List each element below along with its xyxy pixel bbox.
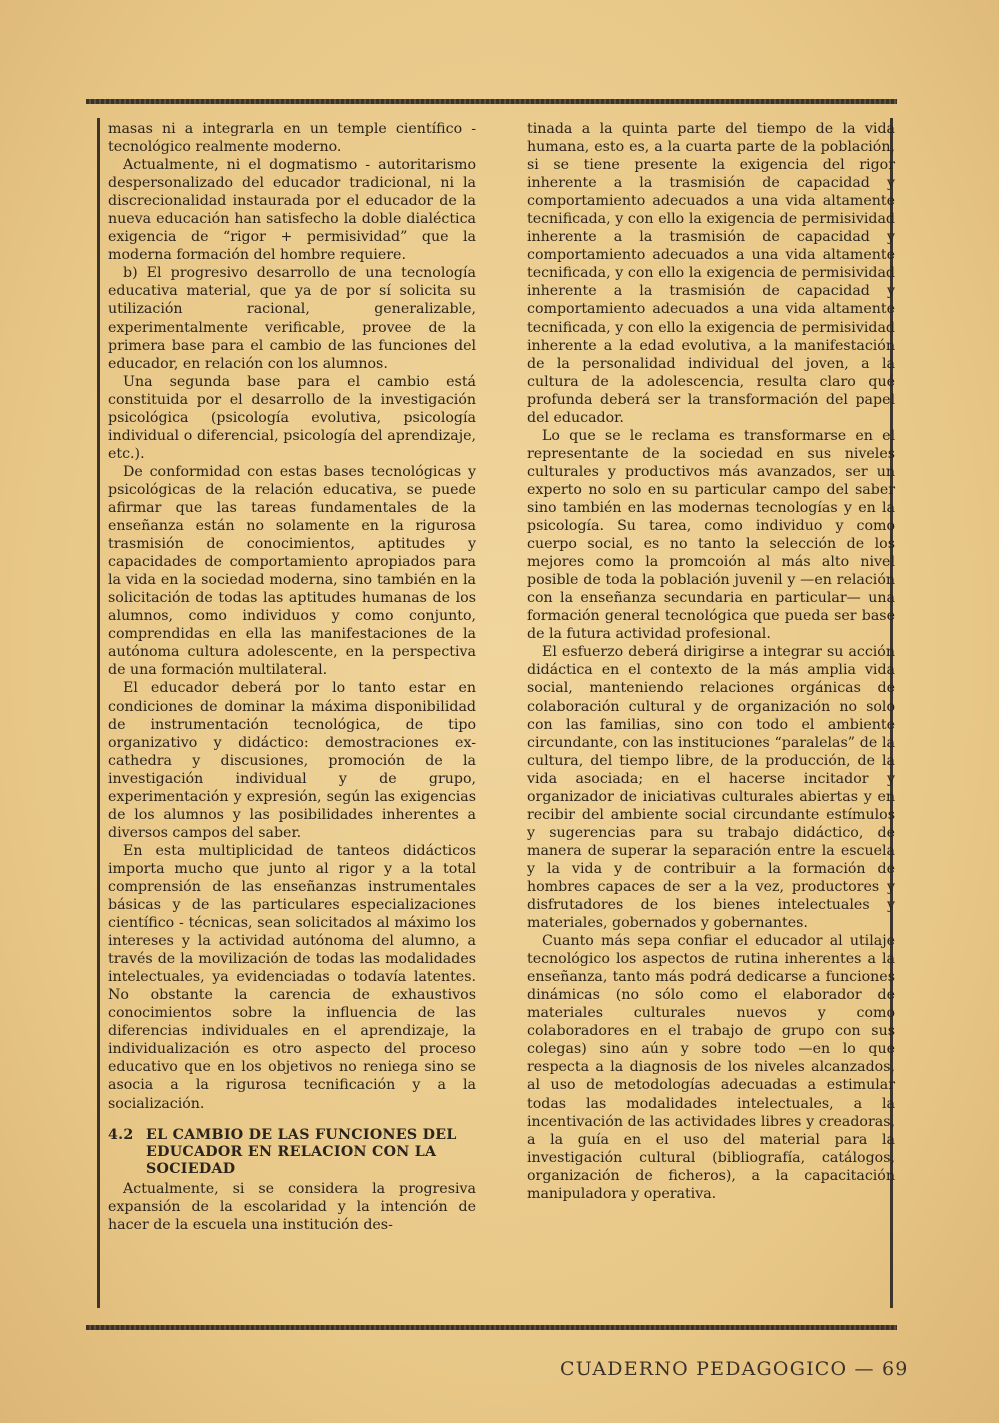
paragraph: En esta multiplicidad de tanteos didácticos importa mucho que junto al rigor y a la total comprensión de las enseñanzas instrumentales básicas y de las particulares especializaciones científico - técnicas, sean solicitados al máximo los intereses y la actividad autónoma del alumno, a través de la movilización de todas las modalidades intelectuales, ya evidenciadas o todavía latentes. No obstante la carencia de exhaustivos conocimientos sobre la influencia de las diferencias individuales en el aprendizaje, la individualización es otro aspecto del proceso educativo que en los objetivos no reniega sino se asocia a la rigurosa tecnificación y a la socialización.: [108, 842, 476, 1112]
section-number: 4.2: [108, 1126, 134, 1143]
paragraph: Actualmente, ni el dogmatismo - autoritarismo despersonalizado del educador tradicional, ni la discrecionalidad instaurada por el educador de la nueva educación han satisfecho la doble dialéctica exigencia de “rigor + permisividad” que la moderna formación del hombre requiere.: [108, 157, 476, 264]
left-text-column: [108, 120, 476, 1234]
paragraph: masas ni a integrarla en un temple científico - tecnológico realmente moderno.: [108, 121, 476, 156]
paragraph: Cuanto más sepa confiar el educador al utilaje tecnológico los aspectos de rutina inherentes a la enseñanza, tanto más podrá dedicarse a funciones dinámicas (no sólo como el elaborador de materiales culturales nuevos y como colaboradores en el trabajo de grupo con sus colegas) sino aún y sobre todo —en lo que respecta a la diagnosis de los niveles alcanzados, al uso de metodologías adecuadas a estimular todas las modalidades intelectuales, a la incentivación de las actividades libres y creadoras, a la guía en el uso del material para la investigación cultural (bibliografía, catálogos, organización de ficheros), a la capacitación manipuladora y operativa.: [527, 933, 895, 1202]
paragraph: El esfuerzo deberá dirigirse a integrar su acción didáctica en el contexto de la más amplia vida social, manteniendo relaciones orgánicas de colaboración cultural y de organización no solo con las familias, sino con todo el ambiente circundante, con las instituciones “paralelas” de la cultura, del tiempo libre, de la producción, de la vida asociada; en el hacerse incitador y organizador de iniciativas culturales abiertas y en recibir del ambiente social circundante estímulos y sugerencias para su trabajo didáctico, de manera de superar la separación entre la escuela y la vida y de contribuir a la formación de hombres capaces de ser a la vez, productores y disfrutadores de los bienes intelectuales y materiales, gobernados y gobernantes.: [527, 644, 895, 932]
section-title: EL CAMBIO DE LAS FUNCIONES DEL EDUCADOR EN RELACION CON LA SOCIEDAD: [146, 1126, 457, 1177]
top-rule: [86, 99, 897, 104]
section-heading: [108, 1127, 476, 1178]
right-text-column: [527, 120, 895, 1203]
paragraph: Actualmente, si se considera la progresiva expansión de la escolaridad y la intención de hacer de la escuela una institución des-: [108, 1180, 476, 1233]
paragraph: b) El progresivo desarrollo de una tecnología educativa material, que ya de por sí solicita su utilización racional, generalizable, experimentalmente verificable, provee de la primera base para el cambio de las funciones del educador, en relación con los alumnos.: [108, 265, 476, 372]
paragraph: Una segunda base para el cambio está constituida por el desarrollo de la investigación psicológica (psicología evolutiva, psicología individual o diferencial, psicología del aprendizaje, etc.).: [108, 373, 476, 462]
paragraph: Lo que se le reclama es transformarse en el representante de la sociedad en sus niveles culturales y productivos más avanzados, ser un experto no solo en su particular campo del saber sino también en las modernas tecnologías y en la psicología. Su tarea, como individuo y como cuerpo social, es no tanto la selección de los mejores como la promcoión al más alto nivel posible de toda la población juvenil y —en relación con la enseñanza secundaria en particular— una formación general tecnológica que pueda ser base de la futura actividad profesional.: [527, 427, 895, 643]
paragraph: tinada a la quinta parte del tiempo de la vida humana, esto es, a la cuarta parte de la población, si se tiene presente la exigencia del rigor inherente a la trasmisión de capacidad y comportamiento adecuados a una vida altamente tecnificada, y con ello la exigencia de permisividad inherente a la trasmisión de capacidad y comportamiento adecuados a una vida altamente tecnificada, y con ello la exigencia de permisividad inherente a la trasmisión de capacidad y comportamiento adecuados a una vida altamente tecnificada, y con ello la exigencia de permisividad inherente a la edad evolutiva, a la manifestación de la personalidad individual del joven, a la cultura de la adolescencia, resulta claro qué profunda deberá ser la transformación del papel del educador.: [527, 121, 895, 426]
paragraph: El educador deberá por lo tanto estar en condiciones de dominar la máxima disponibilidad de instrumentación tecnológica, de tipo organizativo y didáctico: demostraciones ex-cathedra y discusiones, promoción de la investigación individual y de grupo, experimentación y expresión, según las exigencias de los alumnos y las posibilidades inherentes a diversos campos del saber.: [108, 680, 476, 841]
paragraph: De conformidad con estas bases tecnológicas y psicológicas de la relación educativa, se puede afirmar que las tareas fundamentales de la enseñanza están no solamente en la rigurosa trasmisión de conocimientos, aptitudes y capacidades de comportamiento apropiados para la vida en la sociedad moderna, sino también en la solicitación de todas las aptitudes humanas de los alumnos, como individuos y como conjunto, comprendidas en ella las manifestaciones de la autónoma cultura adolescente, en la perspectiva de una formación multilateral.: [108, 463, 476, 679]
bottom-rule: [86, 1325, 897, 1330]
left-vertical-rule: [97, 118, 100, 1308]
page-footer: CUADERNO PEDAGOGICO — 69: [560, 1358, 909, 1380]
